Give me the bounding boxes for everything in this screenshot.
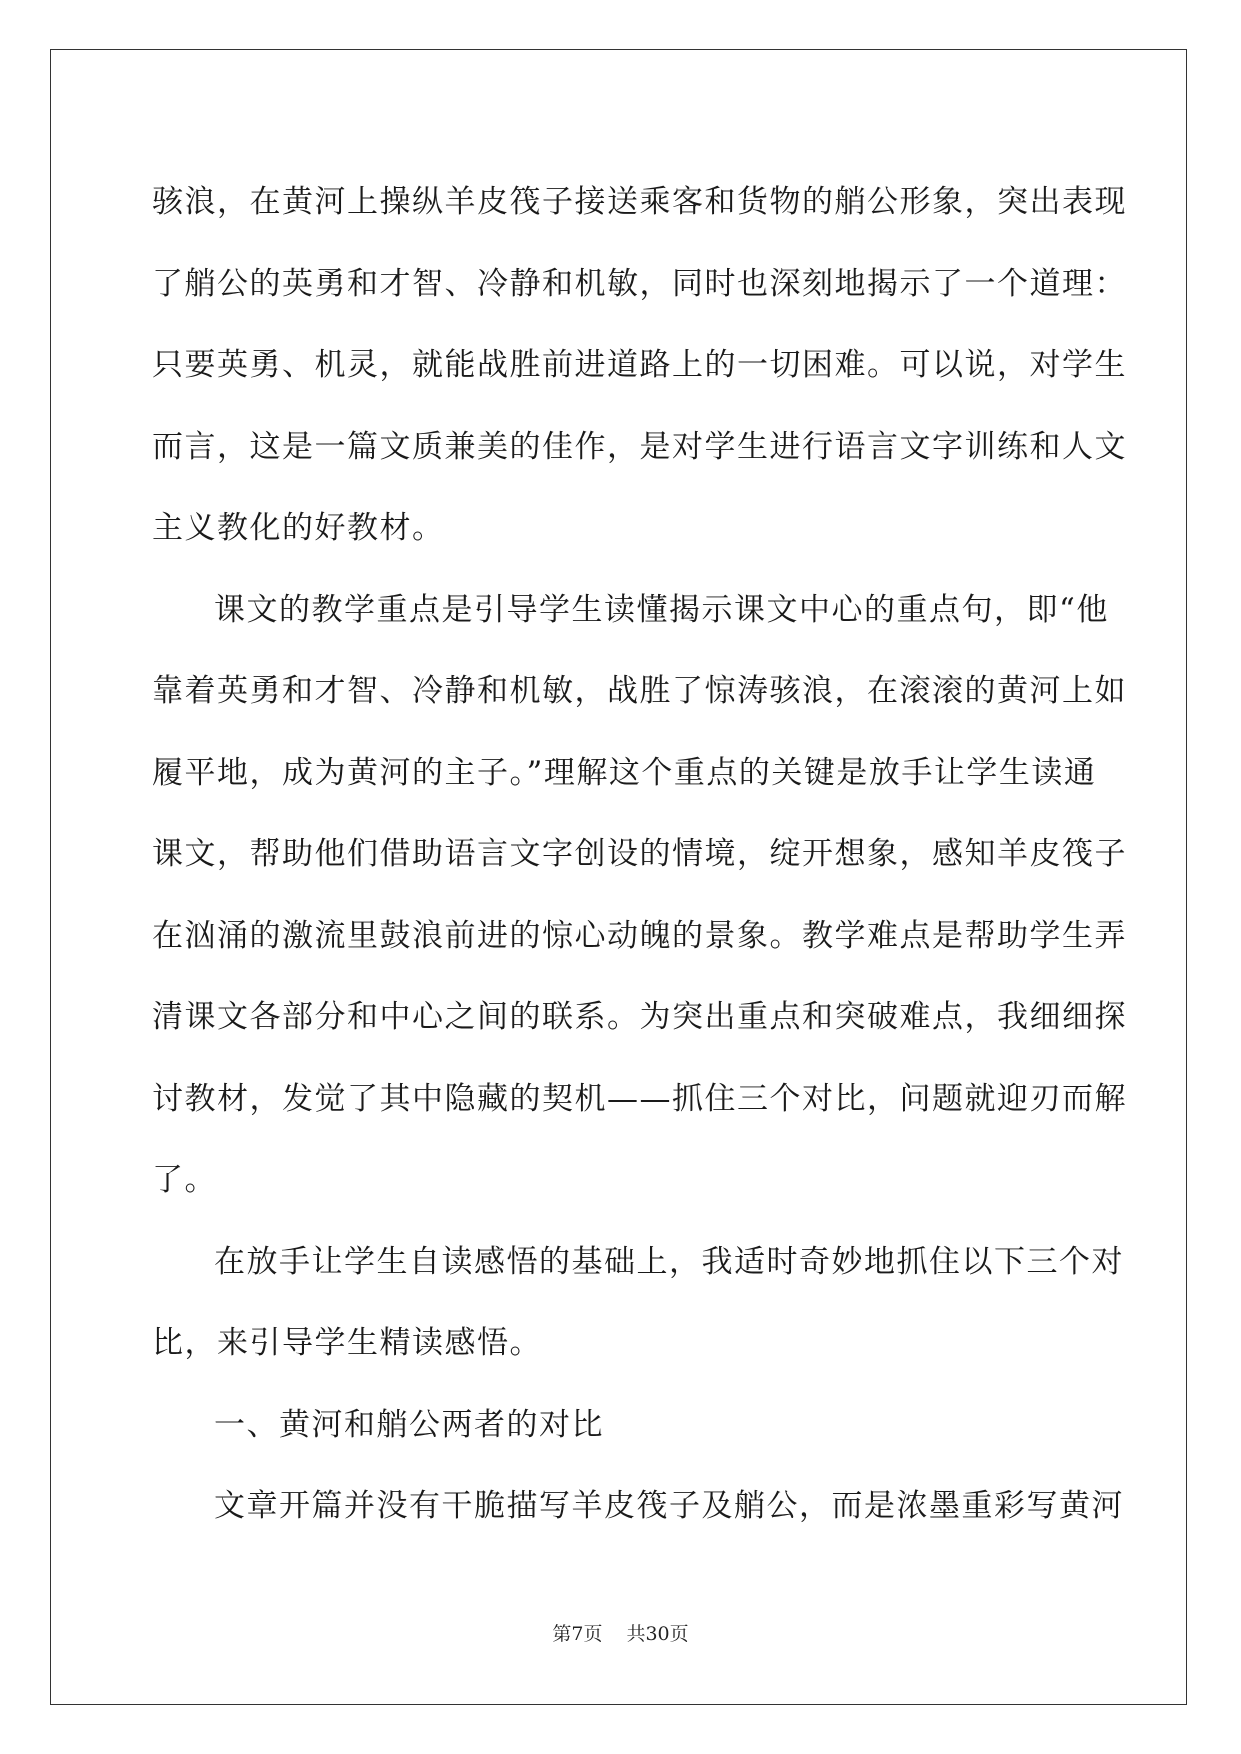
- text-line: 靠着英勇和才智、冷静和机敏，战胜了惊涛骇浪，在滚滚的黄河上如: [152, 673, 1127, 709]
- text-line: 主义教化的好教材。: [152, 510, 445, 546]
- text-line: 在放手让学生自读感悟的基础上，我适时奇妙地抓住以下三个对: [214, 1243, 1124, 1280]
- text-line: 在汹涌的激流里鼓浪前进的惊心动魄的景象。教学难点是帮助学生弄: [152, 917, 1127, 954]
- text-line: 清课文各部分和中心之间的联系。为突出重点和突破难点，我细细探: [152, 999, 1127, 1035]
- text-line: 文章开篇并没有干脆描写羊皮筏子及艄公，而是浓墨重彩写黄河: [214, 1488, 1124, 1524]
- page-total: 共30页: [626, 1623, 689, 1645]
- text-line: 了。: [152, 1162, 217, 1198]
- document-body: [152, 162, 1127, 1548]
- text-line: 一、黄河和艄公两者的对比: [214, 1406, 604, 1443]
- text-line: 履平地，成为黄河的主子。”理解这个重点的关键是放手让学生读通: [152, 754, 1097, 791]
- text-line: 课文，帮助他们借助语言文字创设的情境，绽开想象，感知羊皮筏子: [152, 836, 1127, 872]
- page-number: 第7页: [552, 1623, 603, 1645]
- text-line: 了艄公的英勇和才智、冷静和机敏，同时也深刻地揭示了一个道理：: [152, 265, 1127, 302]
- text-line: 比，来引导学生精读感悟。: [152, 1325, 542, 1361]
- page-footer: [0, 1619, 1241, 1646]
- text-line: 只要英勇、机灵，就能战胜前进道路上的一切困难。可以说，对学生: [152, 347, 1127, 383]
- text-line: 讨教材，发觉了其中隐藏的契机——抓住三个对比，问题就迎刃而解: [152, 1080, 1127, 1117]
- text-line: 骇浪，在黄河上操纵羊皮筏子接送乘客和货物的艄公形象，突出表现: [152, 184, 1127, 220]
- text-line: 而言，这是一篇文质兼美的佳作，是对学生进行语言文字训练和人文: [152, 428, 1127, 465]
- text-line: 课文的教学重点是引导学生读懂揭示课文中心的重点句，即“他: [214, 591, 1109, 628]
